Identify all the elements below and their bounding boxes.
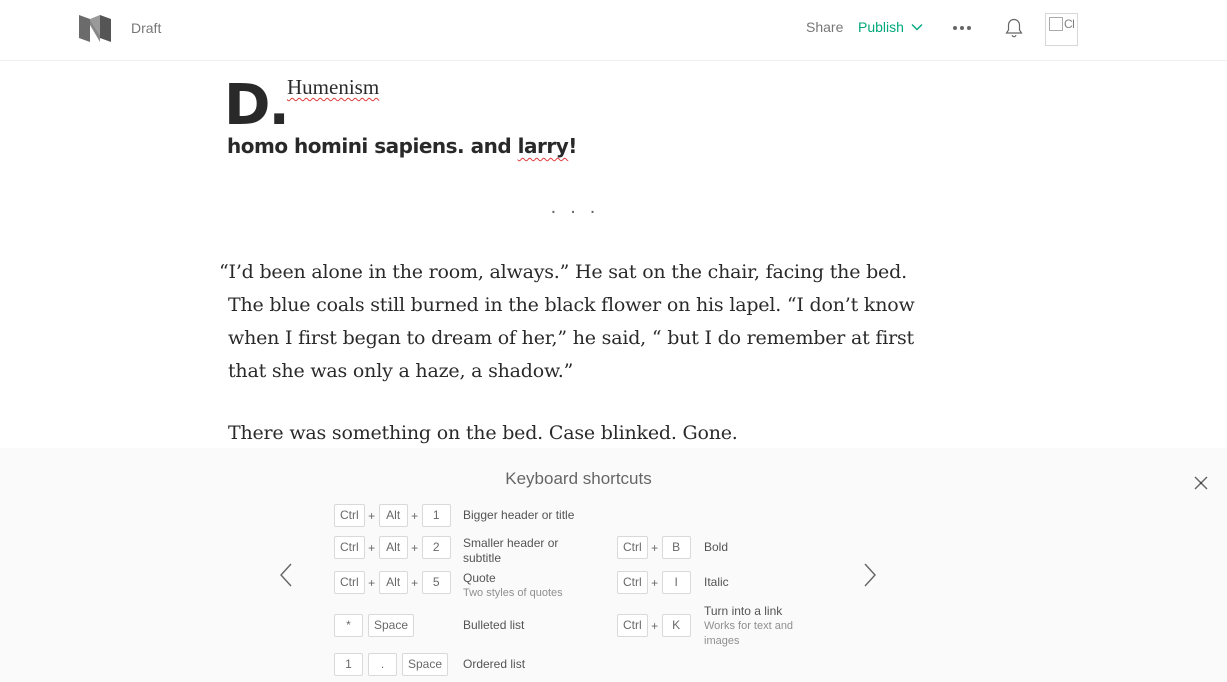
bell-icon[interactable] bbox=[1004, 17, 1024, 39]
shortcut-row bbox=[334, 653, 593, 676]
plus-sign: + bbox=[411, 508, 419, 523]
more-icon[interactable] bbox=[951, 18, 973, 38]
shortcut-label: Bold bbox=[704, 540, 729, 554]
shortcut-sublabel: Works for text and images bbox=[704, 620, 794, 647]
plus-sign: + bbox=[411, 575, 419, 590]
keyboard-shortcuts-panel bbox=[0, 448, 1227, 682]
shortcut-label: Turn into a link bbox=[704, 604, 783, 618]
key: 2 bbox=[422, 536, 451, 559]
shortcut-row bbox=[617, 571, 814, 594]
drop-cap: D. bbox=[224, 73, 288, 138]
chevron-right-icon[interactable] bbox=[862, 561, 878, 589]
shortcut-row bbox=[334, 536, 573, 566]
shortcut-label: Quote bbox=[463, 571, 496, 585]
shortcut-row bbox=[334, 571, 593, 601]
shortcut-label: Smaller header or subtitle bbox=[463, 536, 559, 565]
plus-sign: + bbox=[651, 575, 659, 590]
chevron-down-icon bbox=[911, 23, 923, 31]
key: Space bbox=[402, 653, 448, 676]
paragraph[interactable]: There was something on the bed. Case blinked. Gone. bbox=[228, 422, 738, 444]
key: Ctrl bbox=[617, 536, 648, 559]
misspelled-word: larry bbox=[517, 134, 569, 158]
key: B bbox=[662, 536, 691, 559]
paragraph[interactable]: “I’d been alone in the room, always.” He sat on the chair, facing the bed. The blue coals still burned in the black flower on his lapel. “I don’t know when I first began to dream of her,” he said, “ but I do remember at first that she was only a haze, a shadow.” bbox=[219, 261, 915, 382]
draft-status: Draft bbox=[131, 20, 162, 36]
share-button[interactable]: Share bbox=[806, 19, 844, 35]
publish-label: Publish bbox=[858, 19, 904, 35]
article-title[interactable]: Humenism bbox=[287, 75, 380, 99]
plus-sign: + bbox=[411, 540, 419, 555]
key: Ctrl bbox=[617, 571, 648, 594]
shortcut-label: Ordered list bbox=[463, 657, 526, 671]
plus-sign: + bbox=[651, 540, 659, 555]
publish-button[interactable] bbox=[858, 19, 923, 35]
key: 1 bbox=[422, 504, 451, 527]
plus-sign: + bbox=[368, 575, 376, 590]
shortcut-row bbox=[334, 614, 593, 637]
key: I bbox=[662, 571, 691, 594]
plus-sign: + bbox=[651, 618, 659, 633]
close-icon[interactable] bbox=[1193, 475, 1209, 491]
key: Ctrl bbox=[334, 504, 365, 527]
key: * bbox=[334, 614, 363, 637]
key: Alt bbox=[379, 571, 408, 594]
medium-logo-icon[interactable] bbox=[79, 15, 111, 42]
key: Alt bbox=[379, 536, 408, 559]
top-bar bbox=[0, 0, 1227, 61]
key: . bbox=[368, 653, 397, 676]
key: K bbox=[662, 614, 691, 637]
avatar[interactable] bbox=[1045, 13, 1078, 46]
key: 5 bbox=[422, 571, 451, 594]
shortcut-row bbox=[334, 504, 593, 527]
key: Ctrl bbox=[617, 614, 648, 637]
shortcut-label: Italic bbox=[704, 575, 729, 589]
shortcuts-title: Keyboard shortcuts bbox=[505, 469, 652, 488]
shortcut-row bbox=[617, 604, 814, 649]
broken-image-icon bbox=[1049, 17, 1063, 31]
subtitle-text: homo homini sapiens. and bbox=[227, 134, 518, 158]
shortcut-row bbox=[617, 536, 814, 559]
shortcut-label: Bulleted list bbox=[463, 618, 525, 632]
key: 1 bbox=[334, 653, 363, 676]
avatar-alt-text: Cl bbox=[1064, 17, 1075, 31]
key: Space bbox=[368, 614, 414, 637]
chevron-left-icon[interactable] bbox=[278, 561, 294, 589]
shortcut-label: Bigger header or title bbox=[463, 508, 575, 522]
key: Alt bbox=[379, 504, 408, 527]
key: Ctrl bbox=[334, 536, 365, 559]
plus-sign: + bbox=[368, 540, 376, 555]
shortcut-sublabel: Two styles of quotes bbox=[463, 587, 563, 599]
subtitle-end: ! bbox=[568, 134, 577, 158]
plus-sign: + bbox=[368, 508, 376, 523]
key: Ctrl bbox=[334, 571, 365, 594]
article-subtitle[interactable] bbox=[227, 134, 577, 158]
section-separator: ... bbox=[550, 196, 610, 218]
